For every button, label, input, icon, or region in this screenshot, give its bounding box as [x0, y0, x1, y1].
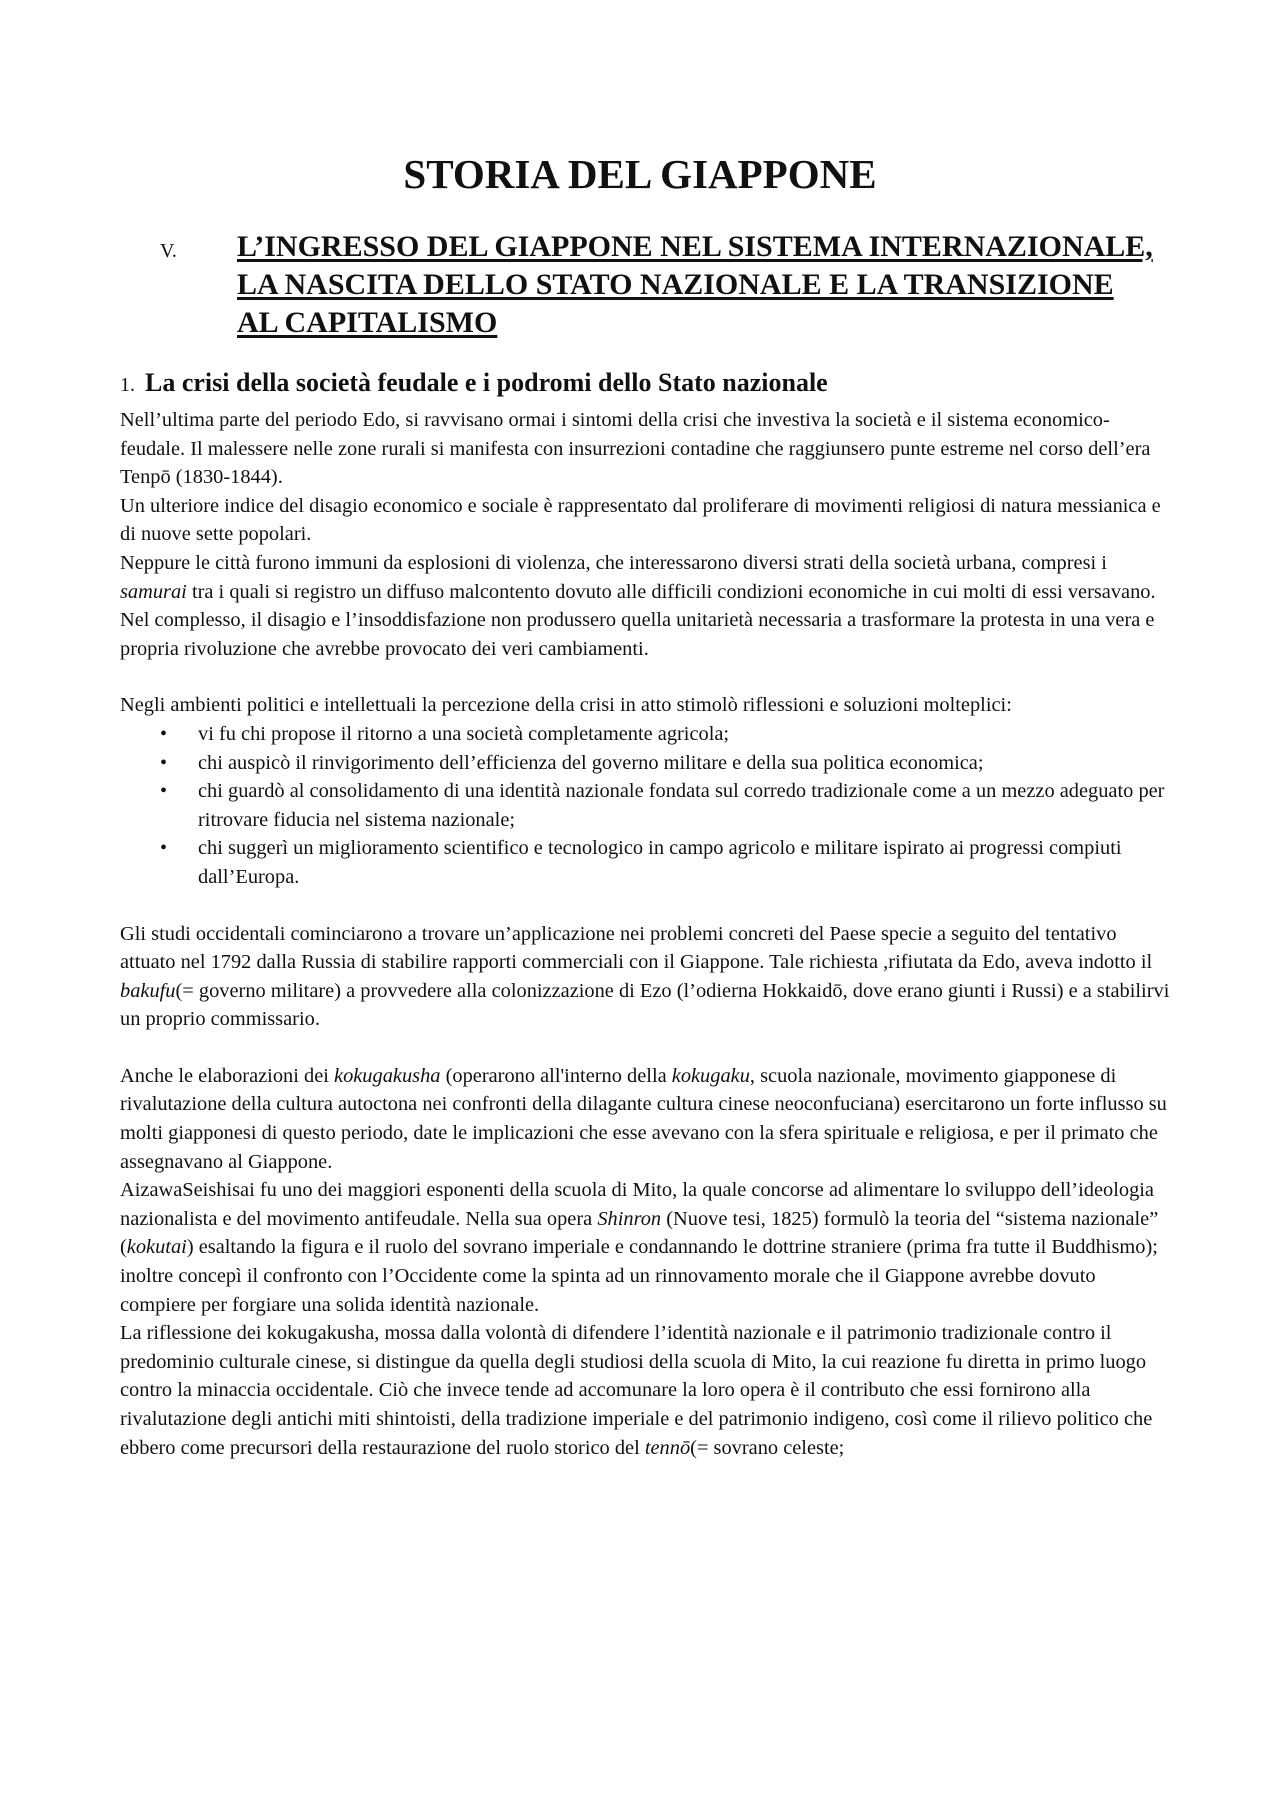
term-kokugaku: kokugaku [671, 1064, 750, 1087]
chapter-heading-block [160, 228, 1160, 342]
paragraph-9-text-b: (= sovrano celeste; [690, 1436, 845, 1459]
paragraph-3-text-b: tra i quali si registro un diffuso malcontento dovuto alle difficili condizioni economiche in cui molti di essi versavano. [186, 580, 1156, 603]
paragraph-6 [120, 920, 1170, 1034]
term-bakufu: bakufu [120, 979, 176, 1002]
term-shinron: Shinron [597, 1207, 662, 1230]
paragraph-7-text-a: Anche le elaborazioni dei [120, 1064, 335, 1087]
list-item-text: vi fu chi propose il ritorno a una società completamente agricola; [198, 722, 730, 745]
paragraph-6-text-a: Gli studi occidentali cominciarono a trovare un’applicazione nei problemi concreti del Paese specie a seguito del tentativo attuato nel 1792 dalla Russia di stabilire rapporti commerciali con il Giappone. Tale richiesta ,rifiutata da Edo, aveva indotto il [120, 922, 1153, 974]
paragraph-spacer [120, 892, 1170, 920]
paragraph-2: Un ulteriore indice del disagio economico e sociale è rappresentato dal proliferare di movimenti religiosi di natura messianica e di nuove sette popolari. [120, 494, 1161, 546]
list-item-text: chi suggerì un miglioramento scientifico e tecnologico in campo agricolo e militare ispirato ai progressi compiuti dall’Europa. [198, 837, 1122, 888]
paragraph-3-text-a: Neppure le città furono immuni da esplosioni di violenza, che interessarono diversi strati della società urbana, compresi i [120, 551, 1107, 574]
chapter-number: V. [160, 240, 177, 262]
paragraph-5: Negli ambienti politici e intellettuali la percezione della crisi in atto stimolò riflessioni e soluzioni molteplici: [120, 694, 1012, 717]
paragraph-9 [120, 1319, 1170, 1462]
bullet-marker: • [160, 780, 168, 803]
paragraph-1: Nell’ultima parte del periodo Edo, si ravvisano ormai i sintomi della crisi che investiva la società e il sistema economico-feudale. Il malessere nelle zone rurali si manifesta con insurrezioni contadine che raggiunsero punte estreme nel corso dell’era Tenpō (1830-1844). [120, 409, 1151, 489]
paragraph-7-text-c: , scuola nazionale, movimento giapponese di rivalutazione della cultura autoctona nei confronti della dilagante cultura cinese neoconfuciana) esercitarono un forte influsso su molti giapponesi di questo periodo, date le implicazioni che esse avevano con la sfera spirituale e religiosa, e per il primato che assegnavano al Giappone. [120, 1064, 1167, 1173]
paragraph-4: Nel complesso, il disagio e l’insoddisfazione non produssero quella unitarietà necessaria a trasformare la protesta in una vera e propria rivoluzione che avrebbe provocato dei veri cambiamenti. [120, 609, 1155, 660]
paragraph-7 [120, 1062, 1170, 1176]
bullet-marker: • [160, 722, 168, 745]
paragraph-6-text-b: (= governo militare) a provvedere alla colonizzazione di Ezo (l’odierna Hokkaidō, dove erano giunti i Russi) e a stabilirvi un proprio commissario. [120, 979, 1170, 1031]
term-tenno: tennō [644, 1436, 691, 1459]
term-samurai: samurai [120, 580, 187, 603]
bullet-marker: • [160, 837, 168, 860]
term-kokutai: kokutai [126, 1236, 187, 1259]
bullet-list [120, 720, 1170, 892]
term-kokugakusha: kokugakusha [334, 1064, 441, 1087]
list-item [120, 720, 1170, 749]
paragraph-spacer [120, 1034, 1170, 1062]
list-item [120, 834, 1170, 891]
body-text [120, 406, 1170, 1462]
paragraph-8-text-b: (Nuove tesi, 1825) formulò la teoria del “sistema nazionale” ( [120, 1207, 1159, 1259]
section-title: La crisi della società feudale e i podromi dello Stato nazionale [145, 368, 828, 397]
paragraph-8-text-a: AizawaSeishisai fu uno dei maggiori esponenti della scuola di Mito, la quale concorse ad alimentare lo sviluppo dell’ideologia nazionalista e del movimento antifeudale. Nella sua opera [120, 1179, 1154, 1230]
paragraph-8-text-c: ) esaltando la figura e il ruolo del sovrano imperiale e condannando le dottrine straniere (prima fra tutte il Buddhismo); inoltre concepì il confronto con l’Occidente come la spinta ad un rinnovamento morale che il Giappone avrebbe dovuto compiere per forgiare una solida identità nazionale. [120, 1236, 1158, 1316]
list-item [120, 777, 1170, 834]
paragraph-7-text-b: (operarono all'interno della [440, 1064, 672, 1087]
chapter-heading: L’INGRESSO DEL GIAPPONE NEL SISTEMA INTERNAZIONALE, LA NASCITA DELLO STATO NAZIONALE E LA TRANSIZIONE AL CAPITALISMO [237, 230, 1153, 339]
bullet-marker: • [160, 751, 168, 774]
list-item-text: chi auspicò il rinvigorimento dell’efficienza del governo militare e della sua politica economica; [198, 751, 984, 774]
paragraph-9-text-a: La riflessione dei kokugakusha, mossa dalla volontà di difendere l’identità nazionale e il patrimonio tradizionale contro il predominio culturale cinese, si distingue da quella degli studiosi della scuola di Mito, la cui reazione fu diretta in primo luogo contro la minaccia occidentale. Ciò che invece tende ad accomunare la loro opera è il contributo che essi fornirono alla rivalutazione degli antichi miti shintoisti, della tradizione imperiale e del patrimonio indigeno, così come il rilievo politico che ebbero come precursori della restaurazione del ruolo storico del [120, 1322, 1153, 1459]
section-number: 1. [120, 374, 135, 396]
list-item [120, 749, 1170, 778]
paragraph-8 [120, 1176, 1170, 1319]
paragraph-3 [120, 549, 1170, 606]
document-title: STORIA DEL GIAPPONE [403, 151, 877, 197]
list-item-text: chi guardò al consolidamento di una identità nazionale fondata sul corredo tradizionale come a un mezzo adeguato per ritrovare fiducia nel sistema nazionale; [198, 780, 1165, 831]
section-heading [120, 368, 1170, 398]
paragraph-spacer [120, 663, 1170, 691]
